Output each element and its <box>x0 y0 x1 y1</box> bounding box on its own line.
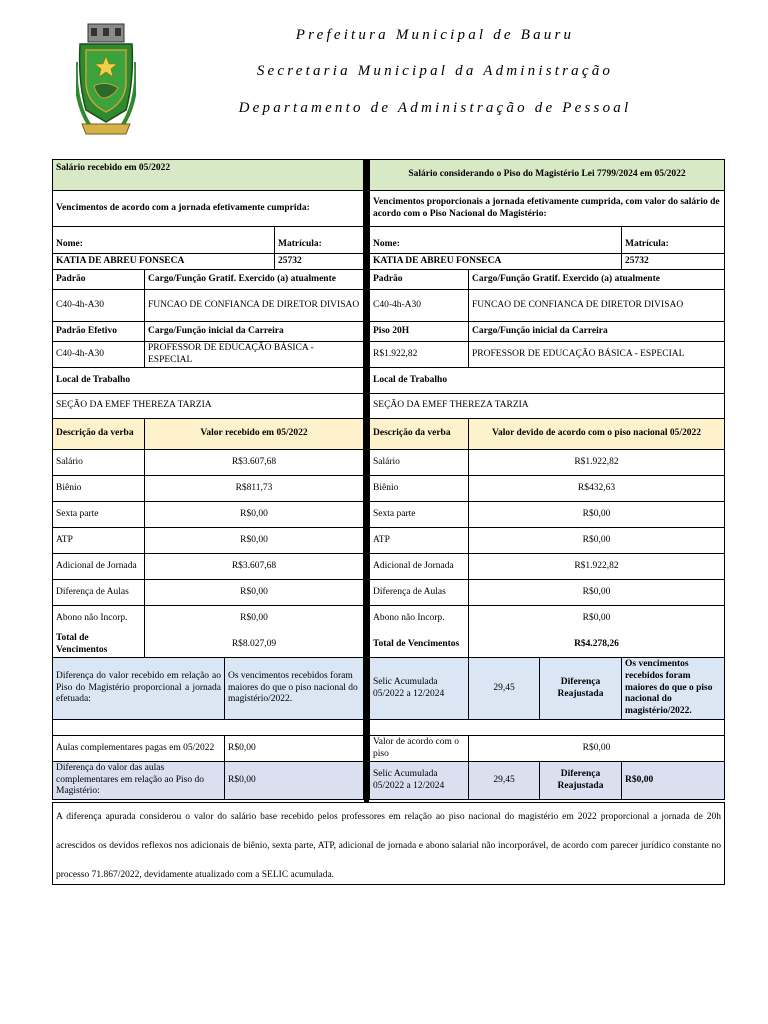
left-diff-row <box>53 658 363 720</box>
left-local-label: Local de Trabalho <box>56 374 131 385</box>
left-nome-label: Nome: <box>53 227 275 253</box>
right-item-value: R$0,00 <box>582 586 611 597</box>
bauru-coat-of-arms-icon <box>76 22 136 140</box>
left-item-value: R$0,00 <box>240 534 268 545</box>
right-item-row <box>370 476 724 502</box>
left-aulas-diff-value: R$0,00 <box>228 774 256 785</box>
document-header <box>0 0 768 150</box>
left-aulas-value: R$0,00 <box>228 742 256 753</box>
right-total-value: R$4.278,26 <box>574 638 619 649</box>
right-local-value: SEÇÃO DA EMEF THEREZA TARZIA <box>373 400 529 411</box>
right-padrao-row <box>370 290 724 322</box>
left-subtitle: Vencimentos de acordo com a jornada efetivamente cumprida: <box>56 202 310 213</box>
right-piso-value: R$1.922,82 <box>370 342 469 367</box>
explanatory-note: A diferença apurada considerou o valor do salário base recebido pelos professores em relação ao piso nacional do magistério em 2022 proporcional a jornada de 20h acrescidos os devidos reflexos nos adicionais de biênio, sexta parte, ATP, adicional de jornada e abono salarial não incorporável, de acordo com parecer jurídico constante no processo 71.867/2022, devidamente atualizado com a SELIC acumulada. <box>52 802 725 885</box>
left-item-label: Diferença de Aulas <box>53 580 145 605</box>
right-piso-row <box>370 342 724 368</box>
right-matricula-value: 25732 <box>625 255 649 266</box>
left-col-value: Valor recebido em 05/2022 <box>200 428 308 439</box>
right-item-value: R$1.922,82 <box>574 456 619 467</box>
left-cargo-inicial-value: PROFESSOR DE EDUCAÇÃO BÁSICA - ESPECIAL <box>148 342 314 365</box>
left-items-list <box>53 450 363 632</box>
right-reaj2-value: R$0,00 <box>625 774 654 785</box>
left-padrao-row <box>53 290 363 322</box>
right-item-label: Salário <box>370 450 469 475</box>
right-nome-value: KATIA DE ABREU FONSECA <box>370 254 622 269</box>
left-cargo-label: Cargo/Função Gratif. Exercido (a) atualmente <box>148 273 336 284</box>
left-nome-value: KATIA DE ABREU FONSECA <box>53 254 275 269</box>
right-item-label: Diferença de Aulas <box>370 580 469 605</box>
left-item-label: Abono não Incorp. <box>53 606 145 632</box>
left-diff-value: Os vencimentos recebidos foram maiores do que o piso nacional do magistério/2022. <box>228 670 358 705</box>
left-cargo-inicial-label: Cargo/Função inicial da Carreira <box>148 325 284 336</box>
left-item-value: R$3.607,68 <box>231 456 277 467</box>
left-padrao-efetivo-row <box>53 342 363 368</box>
right-selic2-label: Selic Acumulada 05/2022 a 12/2024 <box>370 762 469 799</box>
left-padrao-efetivo-value: C40-4h-A30 <box>53 342 145 367</box>
left-item-label: Adicional de Jornada <box>53 554 145 579</box>
left-total-label: Total de Vencimentos <box>53 632 145 657</box>
left-cargo-value: FUNCAO DE CONFIANCA DE DIRETOR DIVISAO <box>148 299 360 310</box>
right-cargo-label: Cargo/Função Gratif. Exercido (a) atualmente <box>472 273 660 284</box>
right-spacer-row <box>370 720 724 736</box>
right-selic2-value: 29,45 <box>469 762 540 799</box>
left-item-row <box>53 554 363 580</box>
left-local-value: SEÇÃO DA EMEF THEREZA TARZIA <box>56 400 212 411</box>
left-item-value: R$811,73 <box>235 482 273 493</box>
header-line-departamento: Departamento de Administração de Pessoal <box>238 100 632 116</box>
right-item-row <box>370 450 724 476</box>
left-col-desc: Descrição da verba <box>53 419 145 449</box>
right-item-label: Adicional de Jornada <box>370 554 469 579</box>
right-reaj-label: Diferença Reajustada <box>540 658 622 719</box>
left-padrao-value: C40-4h-A30 <box>53 290 145 321</box>
header-line-secretaria: Secretaria Municipal da Administração <box>256 63 614 79</box>
left-item-row <box>53 606 363 632</box>
right-nome-row <box>370 254 724 270</box>
left-local-label-row <box>53 368 363 394</box>
right-piso-header-row <box>370 322 724 342</box>
right-nome-label: Nome: <box>370 227 622 253</box>
right-item-label: Biênio <box>370 476 469 501</box>
left-item-value: R$0,00 <box>240 508 268 519</box>
right-local-row <box>370 394 724 419</box>
right-nome-header-row <box>370 227 724 254</box>
left-item-label: Biênio <box>53 476 145 501</box>
right-item-row <box>370 606 724 632</box>
right-title: Salário considerando o Piso do Magistério Lei 7799/2024 em 05/2022 <box>408 169 686 180</box>
left-aulas-label: Aulas complementares pagas em 05/2022 <box>53 736 225 761</box>
right-item-row <box>370 528 724 554</box>
left-matricula-label: Matrícula: <box>278 239 322 250</box>
right-local-label-row <box>370 368 724 394</box>
right-cargo-value: FUNCAO DE CONFIANCA DE DIRETOR DIVISAO <box>472 299 684 310</box>
right-item-value: R$432,63 <box>577 482 616 493</box>
right-columns-header <box>370 419 724 450</box>
right-item-label: ATP <box>370 528 469 553</box>
left-padrao-label: Padrão <box>53 270 145 289</box>
left-spacer-row <box>53 720 363 736</box>
right-subtitle: Vencimentos proporcionais a jornada efetivamente cumprida, com valor do salário de acordo com o Piso Nacional do Magistério: <box>373 196 720 219</box>
left-nome-header-row <box>53 227 363 254</box>
right-selic-value: 29,45 <box>469 658 540 719</box>
left-diff-label: Diferença do valor recebido em relação ao Piso do Magistério proporcional a jornada efetuada: <box>53 658 225 719</box>
right-padrao-label: Padrão <box>370 270 469 289</box>
right-valor-piso-label: Valor de acordo com o piso <box>370 736 469 761</box>
left-padrao-efetivo-label: Padrão Efetivo <box>53 322 145 341</box>
left-total-value: R$8.027,09 <box>231 638 277 649</box>
left-item-row <box>53 502 363 528</box>
left-nome-row <box>53 254 363 270</box>
left-panel-salario-recebido <box>52 159 364 800</box>
left-item-row <box>53 450 363 476</box>
left-padrao-efetivo-header-row <box>53 322 363 342</box>
left-matricula-value: 25732 <box>278 255 302 266</box>
right-total-row <box>370 632 724 658</box>
right-cargo-inicial-label: Cargo/Função inicial da Carreira <box>472 325 608 336</box>
left-subtitle-row <box>53 191 363 227</box>
left-item-label: ATP <box>53 528 145 553</box>
left-item-label: Salário <box>53 450 145 475</box>
right-item-row <box>370 554 724 580</box>
right-valor-piso-row <box>370 736 724 762</box>
right-item-label: Sexta parte <box>370 502 469 527</box>
right-title-row <box>370 160 724 191</box>
right-col-value: Valor devido de acordo com o piso nacional 05/2022 <box>491 428 701 439</box>
right-padrao-value: C40-4h-A30 <box>370 290 469 321</box>
right-cargo-inicial-value: PROFESSOR DE EDUCAÇÃO BÁSICA - ESPECIAL <box>472 348 685 359</box>
left-item-row <box>53 528 363 554</box>
right-item-value: R$1.922,82 <box>574 560 619 571</box>
right-panel-piso-magisterio <box>369 159 725 800</box>
header-line-prefeitura: Prefeitura Municipal de Bauru <box>295 27 575 43</box>
right-subtitle-row <box>370 191 724 227</box>
left-item-label: Sexta parte <box>53 502 145 527</box>
left-item-value: R$3.607,68 <box>231 560 277 571</box>
left-columns-header <box>53 419 363 450</box>
left-local-row <box>53 394 363 419</box>
right-item-label: Abono não Incorp. <box>370 606 469 632</box>
left-item-row <box>53 476 363 502</box>
right-padrao-header-row <box>370 270 724 290</box>
right-items-list <box>370 450 724 632</box>
right-total-label: Total de Vencimentos <box>370 632 469 657</box>
right-selic-label: Selic Acumulada 05/2022 a 12/2024 <box>370 658 469 719</box>
left-title-row <box>53 160 363 191</box>
right-piso-label: Piso 20H <box>370 322 469 341</box>
right-reaj2-label: Diferença Reajustada <box>540 762 622 799</box>
right-item-value: R$0,00 <box>582 508 611 519</box>
right-item-row <box>370 502 724 528</box>
left-total-row <box>53 632 363 658</box>
left-item-value: R$0,00 <box>240 586 268 597</box>
right-item-value: R$0,00 <box>582 613 611 624</box>
right-item-row <box>370 580 724 606</box>
right-reaj-value: Os vencimentos recebidos foram maiores do que o piso nacional do magistério/2022. <box>625 658 713 717</box>
left-item-row <box>53 580 363 606</box>
right-selic2-row <box>370 762 724 799</box>
left-title: Salário recebido em 05/2022 <box>56 163 171 173</box>
right-local-label: Local de Trabalho <box>373 374 448 385</box>
left-item-value: R$0,00 <box>240 613 268 624</box>
left-aulas-diff-label: Diferença do valor das aulas complementares em relação ao Piso do Magistério: <box>53 762 225 799</box>
right-matricula-label: Matrícula: <box>625 239 669 250</box>
right-valor-piso-value: R$0,00 <box>582 742 611 753</box>
left-aulas-row <box>53 736 363 762</box>
right-selic-row <box>370 658 724 720</box>
left-padrao-header-row <box>53 270 363 290</box>
right-item-value: R$0,00 <box>582 534 611 545</box>
right-col-desc: Descrição da verba <box>370 419 469 449</box>
left-aulas-diff-row <box>53 762 363 799</box>
